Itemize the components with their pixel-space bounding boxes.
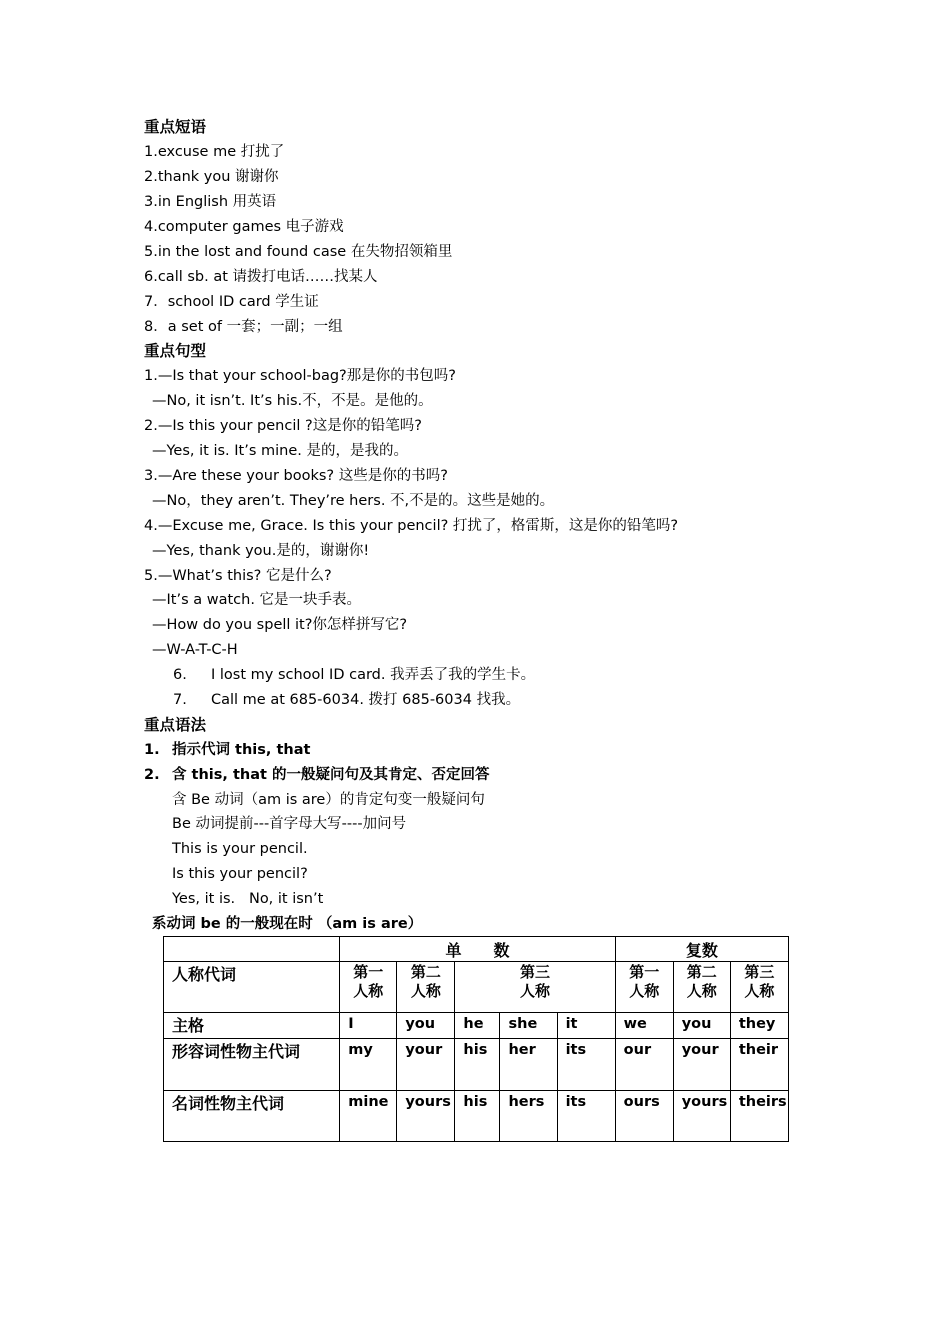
header-third-person-plural: 第三 人称 bbox=[730, 962, 788, 1013]
sentence-line: —How do you spell it?你怎样拼写它? bbox=[152, 617, 408, 633]
grammar-heading: 重点语法 bbox=[144, 716, 207, 734]
grammar-note: Yes, it is. No, it isn’t bbox=[172, 891, 324, 907]
table-cell: you bbox=[673, 1013, 730, 1039]
sentence-line: 1.—Is that your school-bag?那是你的书包吗? bbox=[144, 368, 456, 384]
header-third-person-singular: 第三 人称 bbox=[455, 962, 615, 1013]
grammar-point: 指示代词 this, that bbox=[172, 742, 311, 758]
sentence-line: 4.—Excuse me, Grace. Is this your pencil? 打扰了，格雷斯，这是你的铅笔吗? bbox=[144, 518, 679, 534]
header-first-person-singular: 第一 人称 bbox=[340, 962, 397, 1013]
table-cell: its bbox=[557, 1039, 615, 1090]
phrase-item: 6.call sb. at 请拨打电话……找某人 bbox=[144, 269, 378, 285]
sentence-line: 2.—Is this your pencil ?这是你的铅笔吗? bbox=[144, 418, 422, 434]
table-row-subject bbox=[164, 1013, 789, 1039]
table-cell: yours bbox=[673, 1090, 730, 1141]
phrase-item: 3.in English 用英语 bbox=[144, 194, 277, 210]
table-cell: yours bbox=[397, 1090, 455, 1141]
table-cell: it bbox=[557, 1013, 615, 1039]
sentence-line: —No, it isn’t. It’s his.不，不是。是他的。 bbox=[152, 393, 433, 409]
table-corner bbox=[164, 937, 340, 962]
grammar-note: Is this your pencil? bbox=[172, 866, 308, 882]
row-label: 形容词性物主代词 bbox=[164, 1039, 340, 1090]
table-cell: mine bbox=[340, 1090, 397, 1141]
row-label-personal-pronoun: 人称代词 bbox=[164, 962, 340, 1013]
table-cell: its bbox=[557, 1090, 615, 1141]
sentence-line: 3.—Are these your books? 这些是你的书吗? bbox=[144, 468, 448, 484]
table-cell: your bbox=[673, 1039, 730, 1090]
sentence-line: 5.—What’s this? 它是什么? bbox=[144, 568, 332, 584]
table-cell: they bbox=[730, 1013, 788, 1039]
phrase-item: 8．a set of 一套；一副；一组 bbox=[144, 319, 343, 335]
table-cell: his bbox=[455, 1090, 500, 1141]
phrase-item: 5.in the lost and found case 在失物招领箱里 bbox=[144, 244, 453, 260]
singular-header: 单 数 bbox=[340, 937, 615, 962]
grammar-note: 含 Be 动词（am is are）的肯定句变一般疑问句 bbox=[172, 792, 485, 808]
table-cell: theirs bbox=[730, 1090, 788, 1141]
phrase-item: 2.thank you 谢谢你 bbox=[144, 169, 279, 185]
grammar-point: 含 this, that 的一般疑问句及其肯定、否定回答 bbox=[172, 767, 490, 783]
header-second-person-singular: 第二 人称 bbox=[397, 962, 455, 1013]
sentence-number: 7. bbox=[173, 692, 187, 708]
sentence-line: —Yes, thank you.是的，谢谢你! bbox=[152, 543, 370, 559]
header-first-person-plural: 第一 人称 bbox=[615, 962, 673, 1013]
pronoun-table bbox=[163, 936, 789, 1142]
table-row-noun-possessive bbox=[164, 1090, 789, 1141]
row-label: 主格 bbox=[164, 1013, 340, 1039]
phrase-item: 4.computer games 电子游戏 bbox=[144, 219, 344, 235]
header-second-person-plural: 第二 人称 bbox=[673, 962, 730, 1013]
table-cell: he bbox=[455, 1013, 500, 1039]
phrase-item: 7．school ID card 学生证 bbox=[144, 294, 319, 310]
table-cell: ours bbox=[615, 1090, 673, 1141]
row-label: 名词性物主代词 bbox=[164, 1090, 340, 1141]
table-cell: my bbox=[340, 1039, 397, 1090]
phrase-item: 1.excuse me 打扰了 bbox=[144, 144, 285, 160]
sentence-line: —It’s a watch. 它是一块手表。 bbox=[152, 592, 362, 608]
grammar-note: This is your pencil. bbox=[172, 841, 308, 857]
sentence-line: —No，they aren’t. They’re hers. 不,不是的。这些是她的。 bbox=[152, 493, 555, 509]
table-cell: you bbox=[397, 1013, 455, 1039]
grammar-note: Be 动词提前---首字母大写----加问号 bbox=[172, 816, 407, 832]
table-cell: we bbox=[615, 1013, 673, 1039]
table-cell: their bbox=[730, 1039, 788, 1090]
table-cell: her bbox=[500, 1039, 557, 1090]
table-title: 系动词 be 的一般现在时 （am is are） bbox=[152, 916, 423, 932]
table-cell: hers bbox=[500, 1090, 557, 1141]
plural-header: 复数 bbox=[615, 937, 788, 962]
sentence-line: I lost my school ID card. 我弄丢了我的学生卡。 bbox=[211, 667, 536, 683]
sentence-line: Call me at 685-6034. 拨打 685-6034 找我。 bbox=[211, 692, 521, 708]
grammar-point-number: 2. bbox=[144, 767, 160, 783]
phrases-heading: 重点短语 bbox=[144, 118, 207, 136]
table-cell: she bbox=[500, 1013, 557, 1039]
sentence-number: 6. bbox=[173, 667, 187, 683]
grammar-point-number: 1. bbox=[144, 742, 160, 758]
sentence-line: —Yes, it is. It’s mine. 是的，是我的。 bbox=[152, 443, 408, 459]
table-cell: your bbox=[397, 1039, 455, 1090]
sentences-heading: 重点句型 bbox=[144, 342, 207, 360]
sentence-line: —W-A-T-C-H bbox=[152, 642, 238, 658]
table-cell: our bbox=[615, 1039, 673, 1090]
table-row-adjective-possessive bbox=[164, 1039, 789, 1090]
table-cell: his bbox=[455, 1039, 500, 1090]
table-cell: I bbox=[340, 1013, 397, 1039]
